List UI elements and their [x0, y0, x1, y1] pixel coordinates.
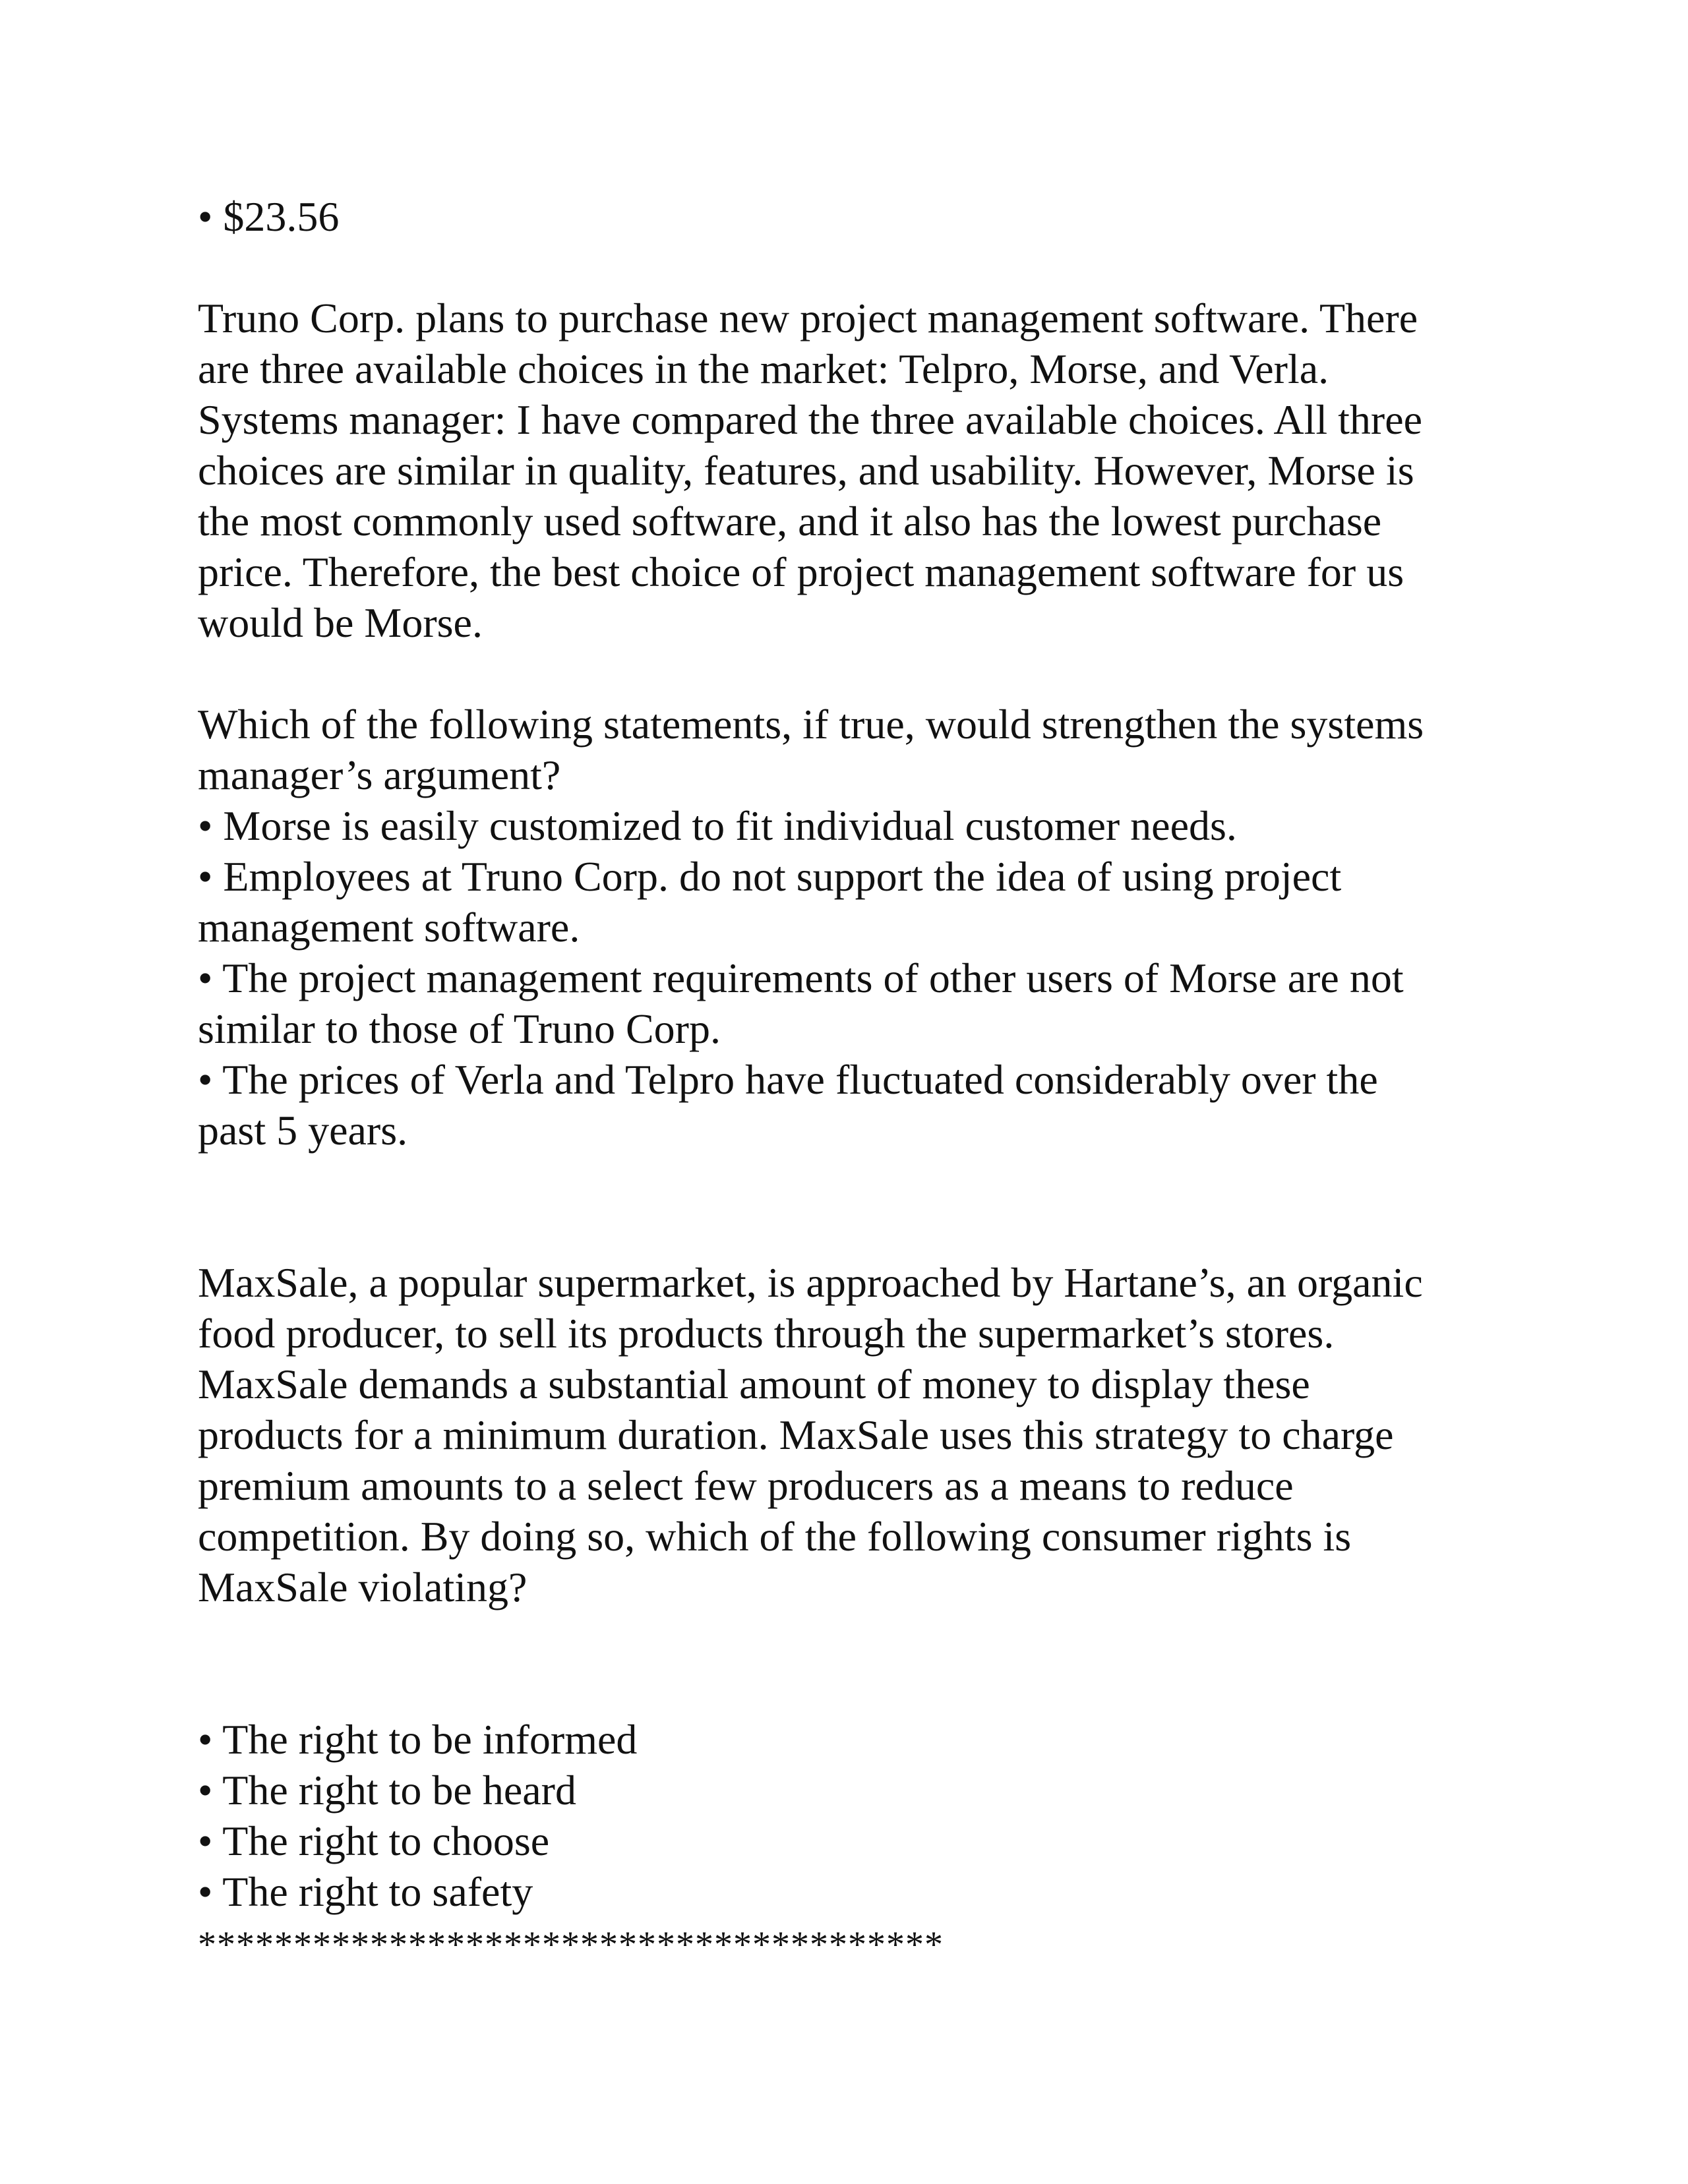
option-line: past 5 years. [198, 1107, 408, 1154]
passage-line: are three available choices in the market: Telpro, Morse, and Verla. [198, 345, 1329, 392]
passage-line: premium amounts to a select few producers as a means to reduce [198, 1462, 1294, 1509]
option-line: • The right to safety [198, 1868, 533, 1915]
question-1-passage [198, 293, 1517, 648]
question-2-passage [198, 1257, 1517, 1612]
option-line: • Morse is easily customized to fit individual customer needs. [198, 802, 1237, 849]
passage-line: competition. By doing so, which of the following consumer rights is [198, 1513, 1352, 1560]
option-line: • Employees at Truno Corp. do not support the idea of using project [198, 853, 1342, 900]
asterisk-separator: *************************************** [198, 1924, 944, 1965]
passage-line: products for a minimum duration. MaxSale uses this strategy to charge [198, 1411, 1394, 1458]
passage-line: Systems manager: I have compared the three available choices. All three [198, 396, 1423, 443]
passage-line: choices are similar in quality, features, and usability. However, Morse is [198, 447, 1414, 494]
option-line: • The right to be heard [198, 1767, 576, 1814]
question-1 [198, 293, 1517, 1156]
spacer [198, 1612, 1517, 1714]
option-line: • The project management requirements of other users of Morse are not [198, 955, 1404, 1001]
passage-line: price. Therefore, the best choice of project management software for us [198, 548, 1404, 595]
passage-line: MaxSale, a popular supermarket, is approached by Hartane’s, an organic [198, 1259, 1423, 1306]
option-line: similar to those of Truno Corp. [198, 1005, 721, 1052]
option-line: • The prices of Verla and Telpro have fluctuated considerably over the [198, 1056, 1378, 1103]
document-page [198, 191, 1517, 1968]
passage-line: MaxSale demands a substantial amount of money to display these [198, 1361, 1310, 1407]
spacer [198, 242, 1517, 293]
passage-line: food producer, to sell its products through the supermarket’s stores. [198, 1310, 1335, 1357]
passage-line: Truno Corp. plans to purchase new project management software. There [198, 295, 1418, 341]
passage-line: MaxSale violating? [198, 1564, 528, 1610]
question-line: manager’s argument? [198, 752, 561, 798]
question-2 [198, 1257, 1517, 1917]
question-1-options [198, 800, 1517, 1156]
option-line: • The right to choose [198, 1817, 550, 1864]
passage-line: would be Morse. [198, 599, 483, 646]
spacer [198, 1156, 1517, 1257]
question-line: Which of the following statements, if true, would strengthen the systems [198, 701, 1424, 748]
question-2-options [198, 1714, 1517, 1917]
question-1-prompt [198, 699, 1517, 800]
passage-line: the most commonly used software, and it also has the lowest purchase [198, 498, 1382, 545]
option-line: • The right to be informed [198, 1716, 638, 1763]
spacer [198, 648, 1517, 699]
answer-option-top: • $23.56 [198, 193, 340, 240]
option-line: management software. [198, 904, 580, 951]
